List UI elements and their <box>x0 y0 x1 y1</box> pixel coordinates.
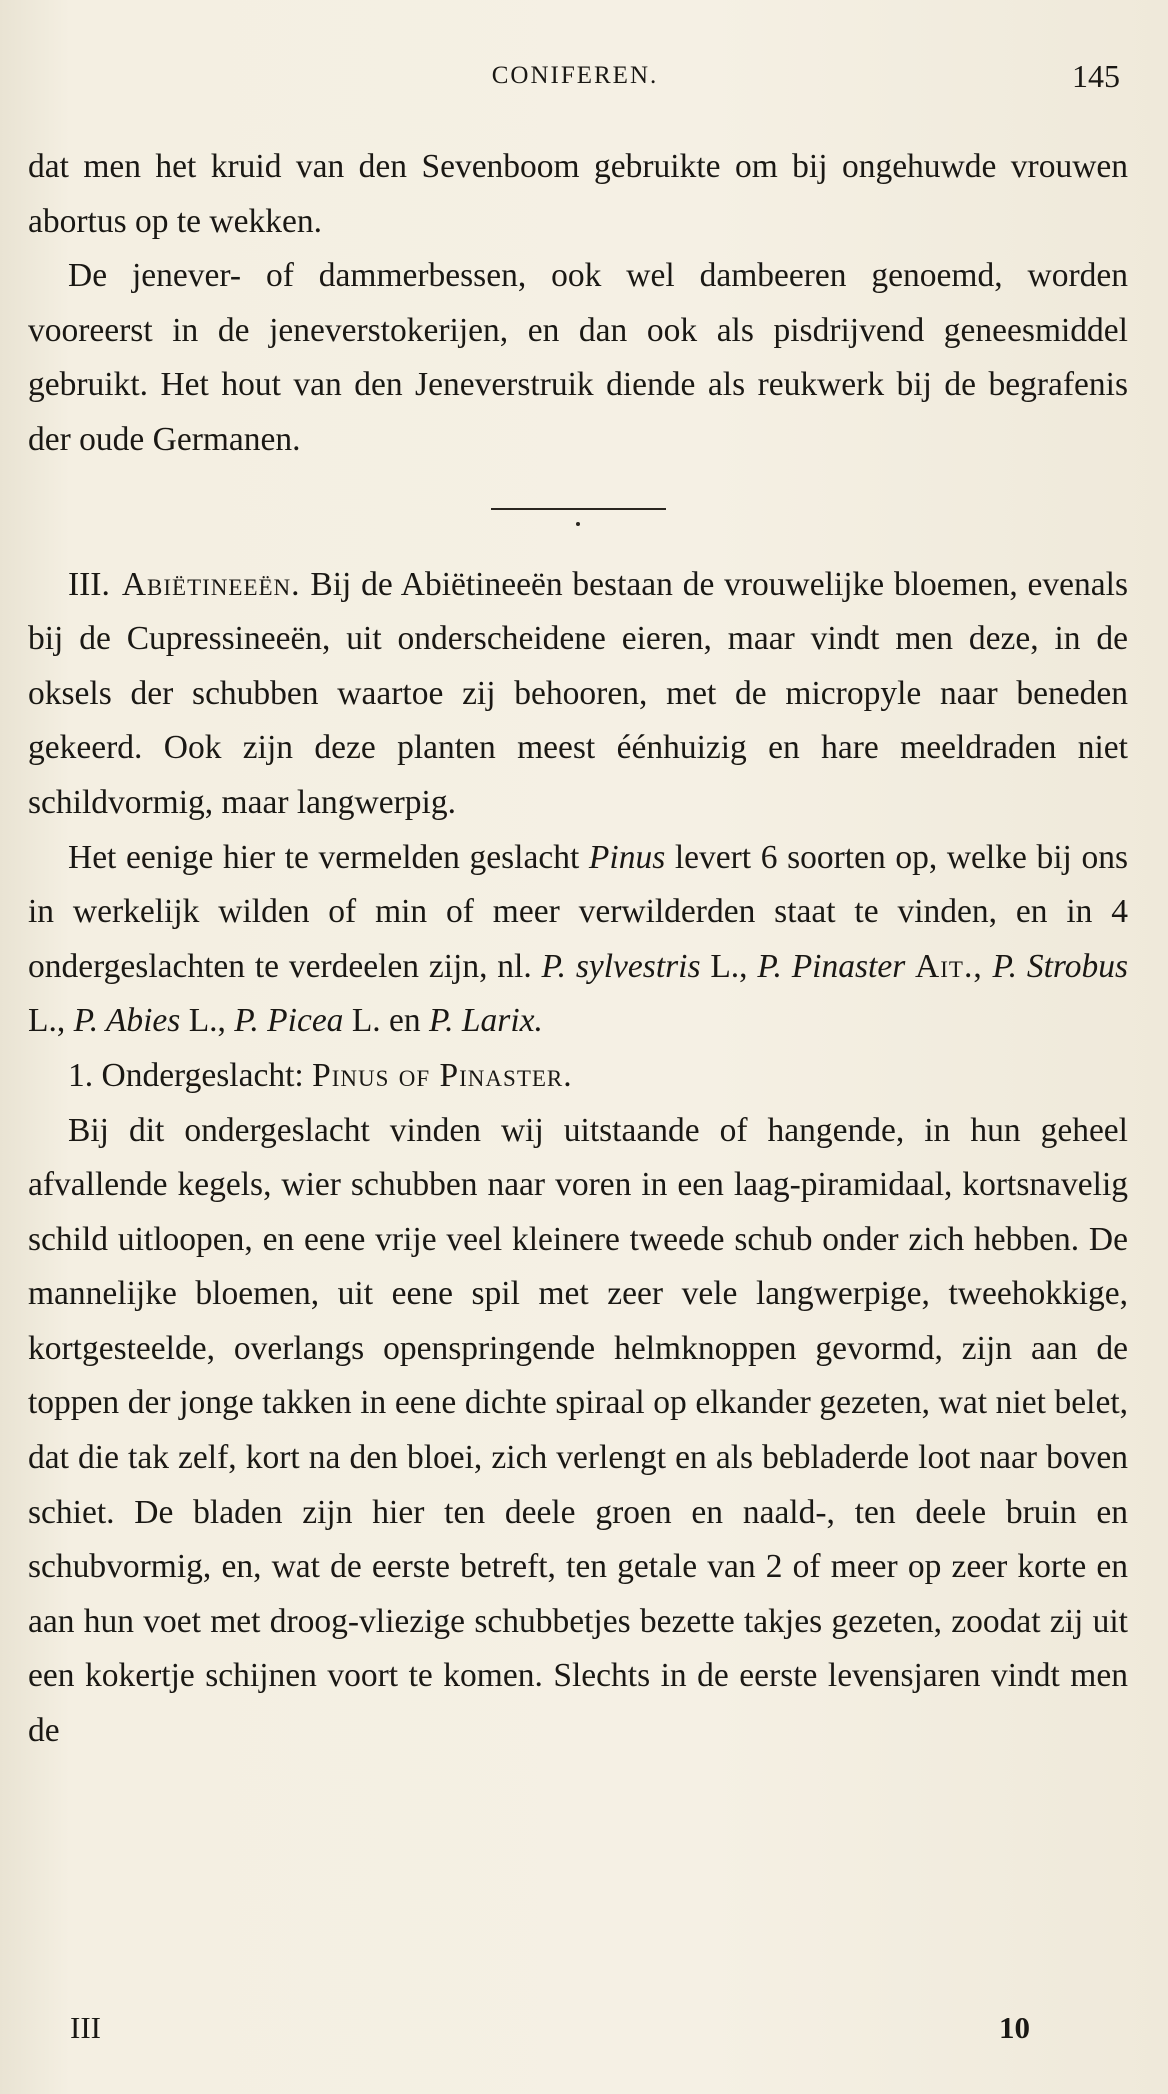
page-footer <box>70 2010 1030 2050</box>
text-span: levert 6 soorten op, welke bij ons in werkelijk wilden of min of meer verwilderden staat te vinden, en in 4 ondergeslachten te verdeelen zijn, nl. <box>28 838 1128 985</box>
section-number: III. <box>68 565 110 603</box>
species-name: P. Pinaster <box>757 947 906 985</box>
running-title: CONIFEREN. <box>491 62 659 89</box>
subgenus-name: Pinus of Pinaster. <box>312 1056 573 1094</box>
paragraph-subgenus-description: Bij dit ondergeslacht vinden wij uitstaande of hangende, in hun geheel afvallende kegels, wier schubben naar voren in een laag-piramidaal, kortsnavelig schild uitloopen, en eene vrije veel kleinere tweede schub onder zich hebben. De mannelijke bloemen, uit eene spil met zeer vele langwerpige, tweehokkige, kortgesteelde, overlangs openspringende helmknoppen gevormd, zijn aan de toppen der jonge takken in eene dichte spiraal op elkander gezeten, wat niet belet, dat die tak zelf, kort na den bloei, zich verlengt en als bebladerde loot naar boven schiet. De bladen zijn hier ten deele groen en naald-, ten deele bruin en schubvormig, en, wat de eerste betreft, ten getale van 2 of meer op zeer korte en aan hun voet met droog-vliezige schubbetjes bezette takjes gezeten, zoodat zij uit een kokertje schijnen voort te komen. Slechts in de eerste levensjaren vindt men de <box>28 1111 1128 1750</box>
species-name: P. sylvestris <box>541 947 701 985</box>
paragraph-pinus <box>28 831 1128 1049</box>
species-name: P. Picea <box>234 1002 344 1040</box>
author-abbrev: L., <box>188 1002 226 1040</box>
paragraph-abietineeen <box>28 558 1128 831</box>
species-name: P. Larix. <box>429 1002 543 1040</box>
divider-dot <box>576 522 580 526</box>
author-abbrev: L., <box>28 1002 66 1040</box>
author-abbrev: L., <box>710 947 748 985</box>
page-header <box>30 58 1120 102</box>
text-span: Het eenige hier te vermelden geslacht <box>68 838 580 876</box>
paragraph-jenever: De jenever- of dammerbessen, ook wel dambeeren genoemd, worden vooreerst in de jeneverstokerijen, en dan ook als pisdrijvend geneesmiddel gebruikt. Het hout van den Jeneverstruik diende als reukwerk bij de begrafenis der oude Germanen. <box>28 257 1128 458</box>
section-heading: Abiëtineeën. <box>121 565 301 603</box>
author-abbrev: L. en <box>351 1002 421 1040</box>
subgenus-heading <box>28 1049 1128 1104</box>
page-number: 145 <box>1072 58 1120 94</box>
genus-name: Pinus <box>588 838 666 876</box>
section-divider <box>491 508 666 510</box>
signature-mark: III <box>70 2010 101 2045</box>
species-name: P. Strobus <box>992 947 1128 985</box>
page-body <box>28 140 1128 1759</box>
section-text: Bij de Abiëtineeën bestaan de vrouwelijke bloemen, evenals bij de Cupressineeën, uit onderscheidene eieren, maar vindt men deze, in de oksels der schubben waartoe zij behooren, met de micropyle naar beneden gekeerd. Ook zijn deze planten meest éénhuizig en hare meeldraden niet schildvormig, maar langwerpig. <box>28 565 1128 821</box>
subgenus-label: Ondergeslacht: <box>101 1056 304 1094</box>
folio-number: 10 <box>999 2010 1030 2045</box>
species-name: P. Abies <box>73 1002 181 1040</box>
author-abbrev: Ait., <box>915 947 983 985</box>
paragraph-continuation: dat men het kruid van den Sevenboom gebruikte om bij ongehuwde vrouwen abortus op te wekken. <box>28 148 1128 240</box>
subgenus-number: 1. <box>68 1056 94 1094</box>
